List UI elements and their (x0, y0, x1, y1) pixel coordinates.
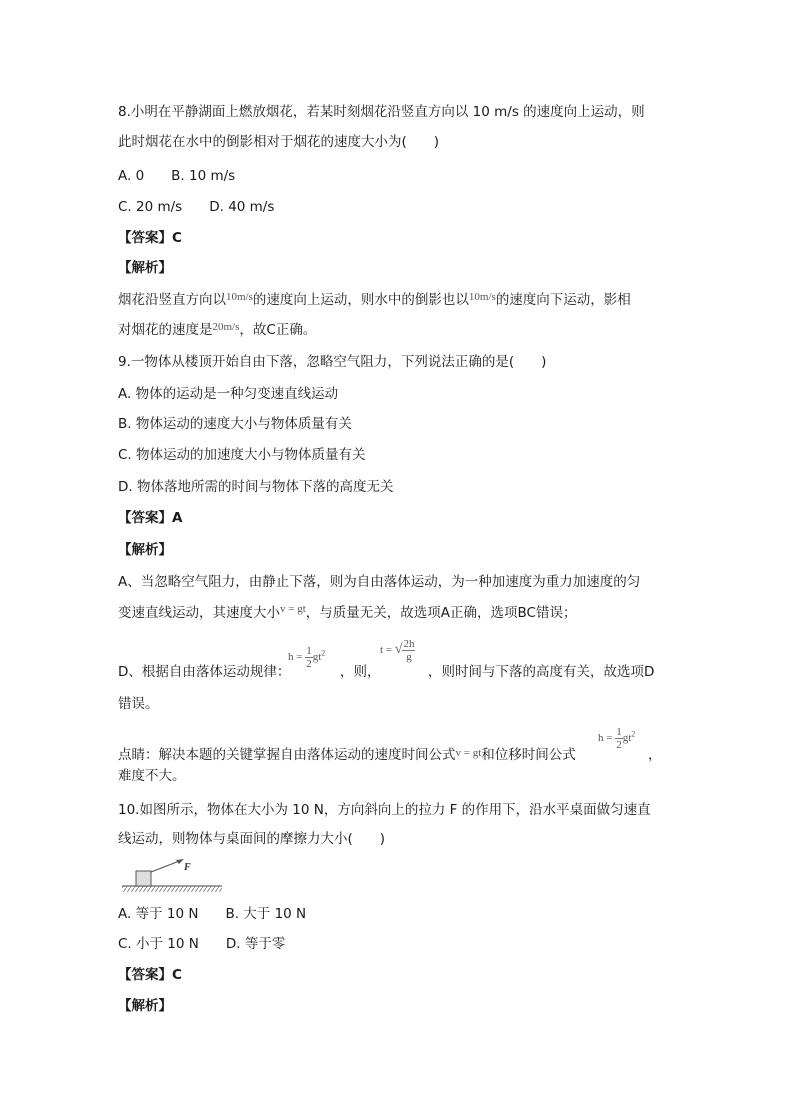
q10-options-ab: A. 等于 10 N B. 大于 10 N (118, 906, 307, 922)
q9-explanation-line1: A、当忽略空气阻力，由静止下落，则为自由落体运动，为一种加速度为重力加速度的匀 (118, 574, 641, 590)
q10-analysis-title: 【解析】 (118, 998, 172, 1014)
q10-answer: 【答案】C (118, 967, 182, 983)
q9-formula-h: h = (288, 651, 303, 664)
q10-stem-line1: 10.如图所示，物体在大小为 10 N，方向斜向上的拉力 F 的作用下，沿水平桌面做匀速直 (118, 802, 651, 818)
q9-answer: 【答案】A (118, 510, 183, 526)
q9-tip-line1 (118, 745, 576, 766)
q8-explanation-line1 (118, 290, 631, 311)
q9-option-a: A. 物体的运动是一种匀变速直线运动 (118, 386, 339, 402)
arrowhead-icon (176, 859, 184, 864)
q8-options-cd: C. 20 m/s D. 40 m/s (118, 199, 275, 215)
q8-expl2-formula: 20m/s (212, 321, 240, 333)
q8-analysis-title: 【解析】 (118, 260, 172, 276)
q10-stem-line2: 线运动，则物体与桌面间的摩擦力大小( ) (118, 831, 386, 847)
q9-explanation-line3-a: D、根据自由落体运动规律： (118, 664, 291, 680)
q9-analysis-title: 【解析】 (118, 542, 172, 558)
q8-explanation-line2 (118, 320, 316, 341)
q8-stem-line1: 8.小明在平静湖面上燃放烟花，若某时刻烟花沿竖直方向以 10 m/s 的速度向上运动，则 (118, 104, 645, 120)
q10-options-cd: C. 小于 10 N D. 等于零 (118, 936, 286, 952)
q8-expl-formula-1: 10m/s (226, 291, 253, 303)
q9-option-c: C. 物体运动的加速度大小与物体质量有关 (118, 447, 366, 463)
q9-explanation-line3-c: ，则时间与下落的高度有关，故选项D (428, 664, 655, 680)
q9-explanation-line4: 错误。 (118, 696, 159, 712)
q9-expl2-text-a: 变速直线运动，其速度大小 (118, 605, 280, 621)
q9-formula-time (380, 638, 415, 663)
ground-hatch-icon (122, 886, 222, 892)
q8-expl2-text-a: 对烟花的速度是 (118, 322, 213, 338)
q9-tip-formula-v: v = gt (455, 747, 482, 759)
q9-tip-formula-h: h = $\frac{1}{2}$ $gt^2$ (598, 726, 636, 751)
block-icon (136, 871, 151, 886)
q9-formula-height (288, 645, 325, 670)
q9-tip-comma: ， (648, 747, 662, 763)
q9-formula-2h-over-g: $\frac{2h}{g}$ (403, 638, 415, 663)
q9-stem: 9.一物体从楼顶开始自由下落，忽略空气阻力，下列说法正确的是( ) (118, 354, 547, 370)
q9-formula-square: 2 (321, 648, 326, 658)
q8-expl-formula-2: 10m/s (468, 291, 496, 303)
q8-expl2-text-b: ，故C正确。 (239, 322, 317, 338)
q9-formula-gt: gt (312, 651, 322, 664)
q9-tip-text-a: 点睛：解决本题的关键掌握自由落体运动的速度时间公式 (118, 747, 456, 763)
q9-formula-t: t = (380, 644, 393, 657)
force-label: F (184, 862, 191, 873)
q9-explanation-line3-b: ，则， (340, 664, 381, 680)
q8-answer: 【答案】C (118, 230, 182, 246)
q9-tip-line2: 难度不大。 (118, 768, 186, 784)
q9-explanation-line2 (118, 603, 576, 624)
q9-tip-text-b: 和位移时间公式 (481, 747, 576, 763)
q8-expl-text-a: 烟花沿竖直方向以 (118, 292, 226, 308)
q9-expl2-formula: v = gt (280, 603, 306, 615)
q9-option-b: B. 物体运动的速度大小与物体质量有关 (118, 416, 352, 432)
q8-options-ab: A. 0 B. 10 m/s (118, 168, 236, 184)
q8-expl-text-c: 的速度向下运动，影相 (495, 292, 631, 308)
q10-figure (118, 852, 228, 894)
sqrt-icon: √ (394, 642, 403, 658)
q9-option-d: D. 物体落地所需的时间与物体下落的高度无关 (118, 479, 394, 495)
q8-stem-line2: 此时烟花在水中的倒影相对于烟花的速度大小为( ) (118, 134, 440, 150)
q8-expl-text-b: 的速度向上运动，则水中的倒影也以 (252, 292, 469, 308)
q9-formula-half: $\frac{1}{2}$ (306, 645, 312, 670)
q9-expl2-text-b: ，与质量无关，故选项A正确，选项BC错误； (305, 605, 577, 621)
